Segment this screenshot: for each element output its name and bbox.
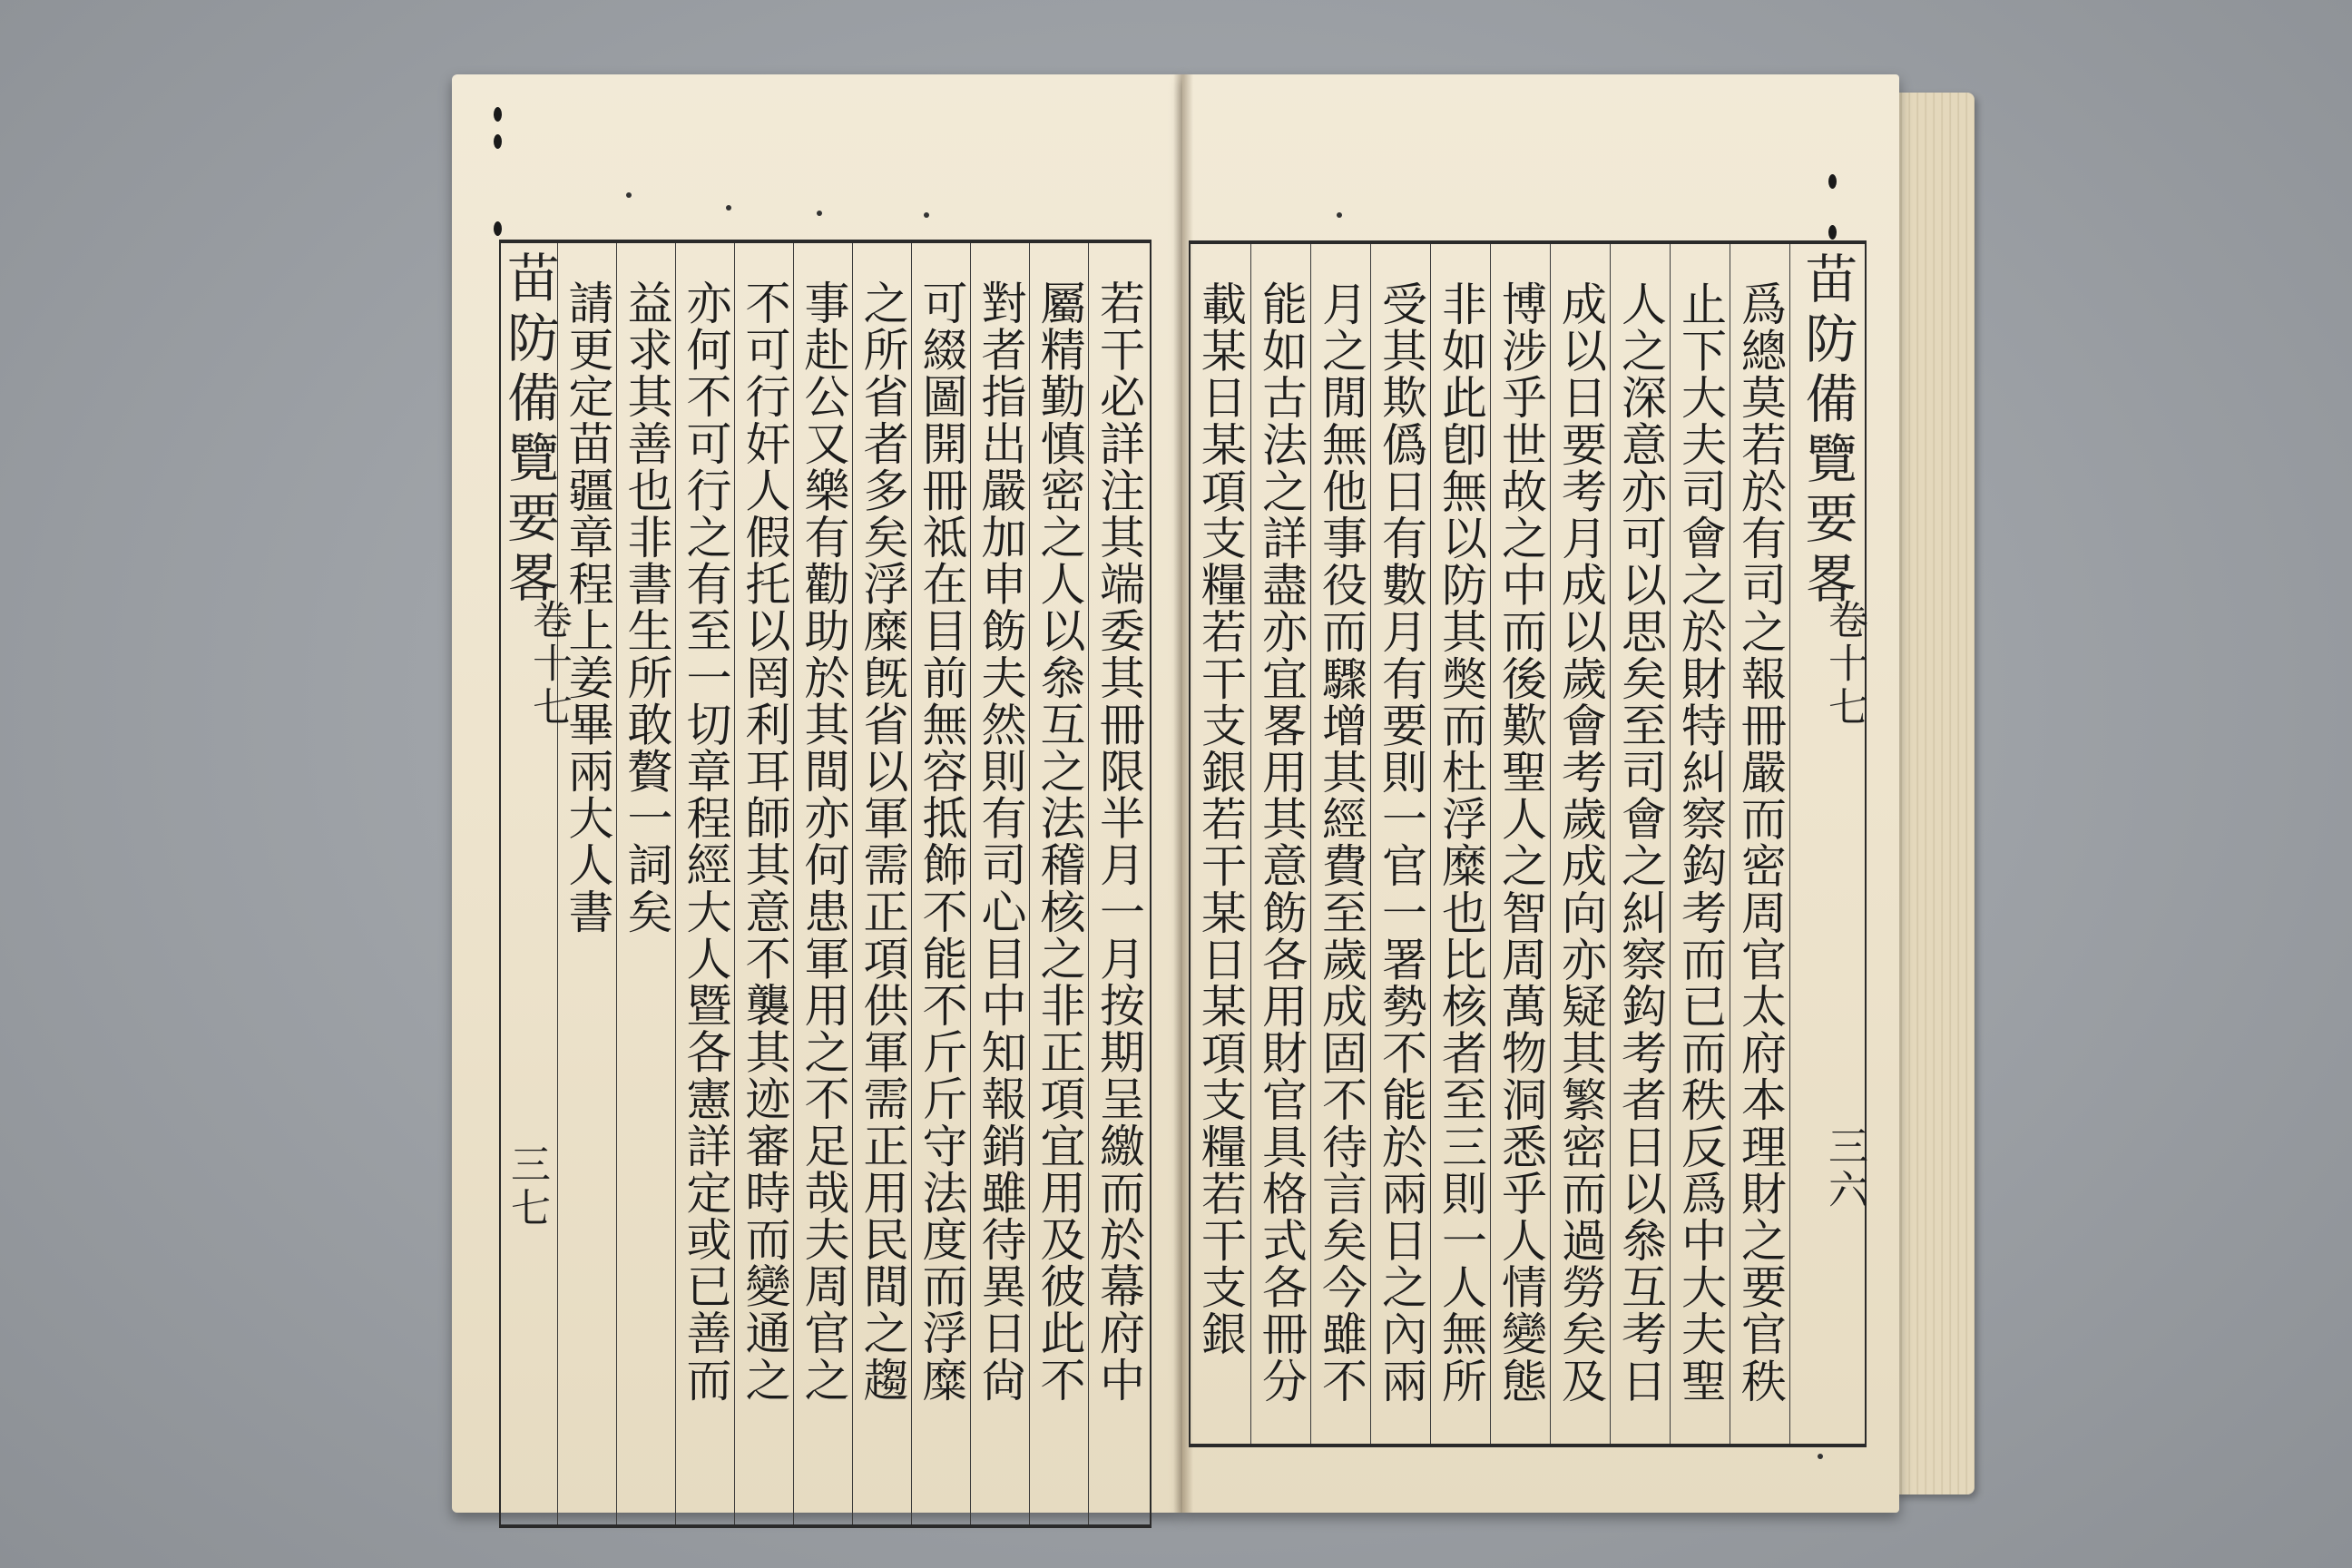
column-text: 受其欺僞日有數月有要則一官一署勢不能於兩日之內兩 <box>1375 280 1427 1405</box>
page-number: 三七 <box>504 1143 550 1230</box>
text-column <box>793 243 853 1524</box>
banner-column <box>1789 244 1864 1444</box>
text-column <box>1370 244 1431 1444</box>
column-text: 不可行奸人假托以罔利耳師其意不襲其迹審時而變通之 <box>738 279 791 1404</box>
column-text: 益求其善也非書生所敢贅一詞矣 <box>620 279 673 936</box>
text-column <box>1730 244 1790 1444</box>
binding-hole <box>1828 225 1837 240</box>
book-title: 苗防備覽要畧 <box>1796 251 1858 611</box>
column-text: 載某日某項支糧若干支銀若干某日某項支糧若干支銀 <box>1194 280 1247 1357</box>
column-text: 能如古法之詳盡亦宜畧用其意飭各用財官具格式各冊分 <box>1255 280 1308 1405</box>
text-column <box>1191 244 1250 1444</box>
binding-hole <box>494 134 502 149</box>
binding-hole <box>494 221 502 236</box>
ink-dot <box>924 212 929 218</box>
text-column <box>1430 244 1491 1444</box>
column-text: 對者指出嚴加申飭夫然則有司心目中知報銷雖待異日尙 <box>974 279 1027 1404</box>
column-text: 若干必詳注其端委其冊限半月一月按期呈繳而於幕府中 <box>1093 279 1145 1404</box>
ink-dot <box>626 192 632 198</box>
left-page <box>452 74 1182 1513</box>
column-text: 博涉乎世故之中而後歎聖人之智周萬物洞悉乎人情變態 <box>1494 280 1547 1405</box>
text-column <box>1088 243 1149 1524</box>
page-edges <box>1895 93 1975 1494</box>
column-text: 爲總莫若於有司之報冊嚴而密周官太府本理財之要官秩 <box>1734 280 1787 1405</box>
column-text: 事赴公又樂有勸助於其間亦何患軍用之不足哉夫周官之 <box>797 279 850 1404</box>
text-column <box>1610 244 1671 1444</box>
column-text: 可綴圖開冊祗在目前無容抵飾不能不斤斤守法度而浮糜 <box>915 279 968 1404</box>
column-text: 非如此卽無以防其獘而杜浮糜也比核者至三則一人無所 <box>1435 280 1487 1405</box>
text-column <box>1550 244 1611 1444</box>
ink-dot <box>1818 1454 1823 1459</box>
ink-dot <box>817 211 822 216</box>
column-text: 月之閒無他事役而驟增其經費至歲成固不待言矣今雖不 <box>1315 280 1367 1405</box>
text-frame <box>1189 240 1867 1447</box>
column-text: 亦何不可行之有至一切章程經大人暨各憲詳定或已善而 <box>679 279 732 1404</box>
text-column <box>911 243 971 1524</box>
text-column <box>557 243 617 1524</box>
column-text: 之所省者多矣浮糜旣省以軍需正項供軍需正用民間之趨 <box>856 279 909 1404</box>
binding-hole <box>494 107 502 122</box>
page-number: 三六 <box>1821 1125 1867 1212</box>
text-column <box>734 243 794 1524</box>
column-text: 人之深意亦可以思矣至司會之糾察鈎考者日以叅互考日 <box>1614 280 1667 1405</box>
volume-label: 卷十七 <box>525 599 572 730</box>
binding-hole <box>1828 174 1837 189</box>
ink-dot <box>726 205 731 211</box>
text-column <box>1250 244 1311 1444</box>
text-column <box>970 243 1030 1524</box>
ink-dot <box>1337 212 1342 218</box>
text-column <box>852 243 912 1524</box>
text-column <box>1310 244 1371 1444</box>
banner-column <box>498 243 560 1524</box>
text-column <box>1670 244 1730 1444</box>
text-column <box>616 243 676 1524</box>
book-title: 苗防備覽要畧 <box>498 250 560 610</box>
text-column <box>1490 244 1551 1444</box>
column-text: 止下大夫司會之於財特糾察鈎考而已而秩反爲中大夫聖 <box>1674 280 1727 1405</box>
column-text: 成以日要考月成以歲會考歲成向亦疑其繁密而過勞矣及 <box>1554 280 1607 1405</box>
text-column <box>1029 243 1089 1524</box>
text-column <box>675 243 735 1524</box>
volume-label: 卷十七 <box>1821 599 1867 730</box>
column-text: 屬精勤慎密之人以叅互之法稽核之非正項宜用及彼此不 <box>1033 279 1086 1404</box>
text-frame <box>499 240 1152 1528</box>
column-text: 請更定苗疆章程上姜畢兩大人書 <box>561 279 614 936</box>
